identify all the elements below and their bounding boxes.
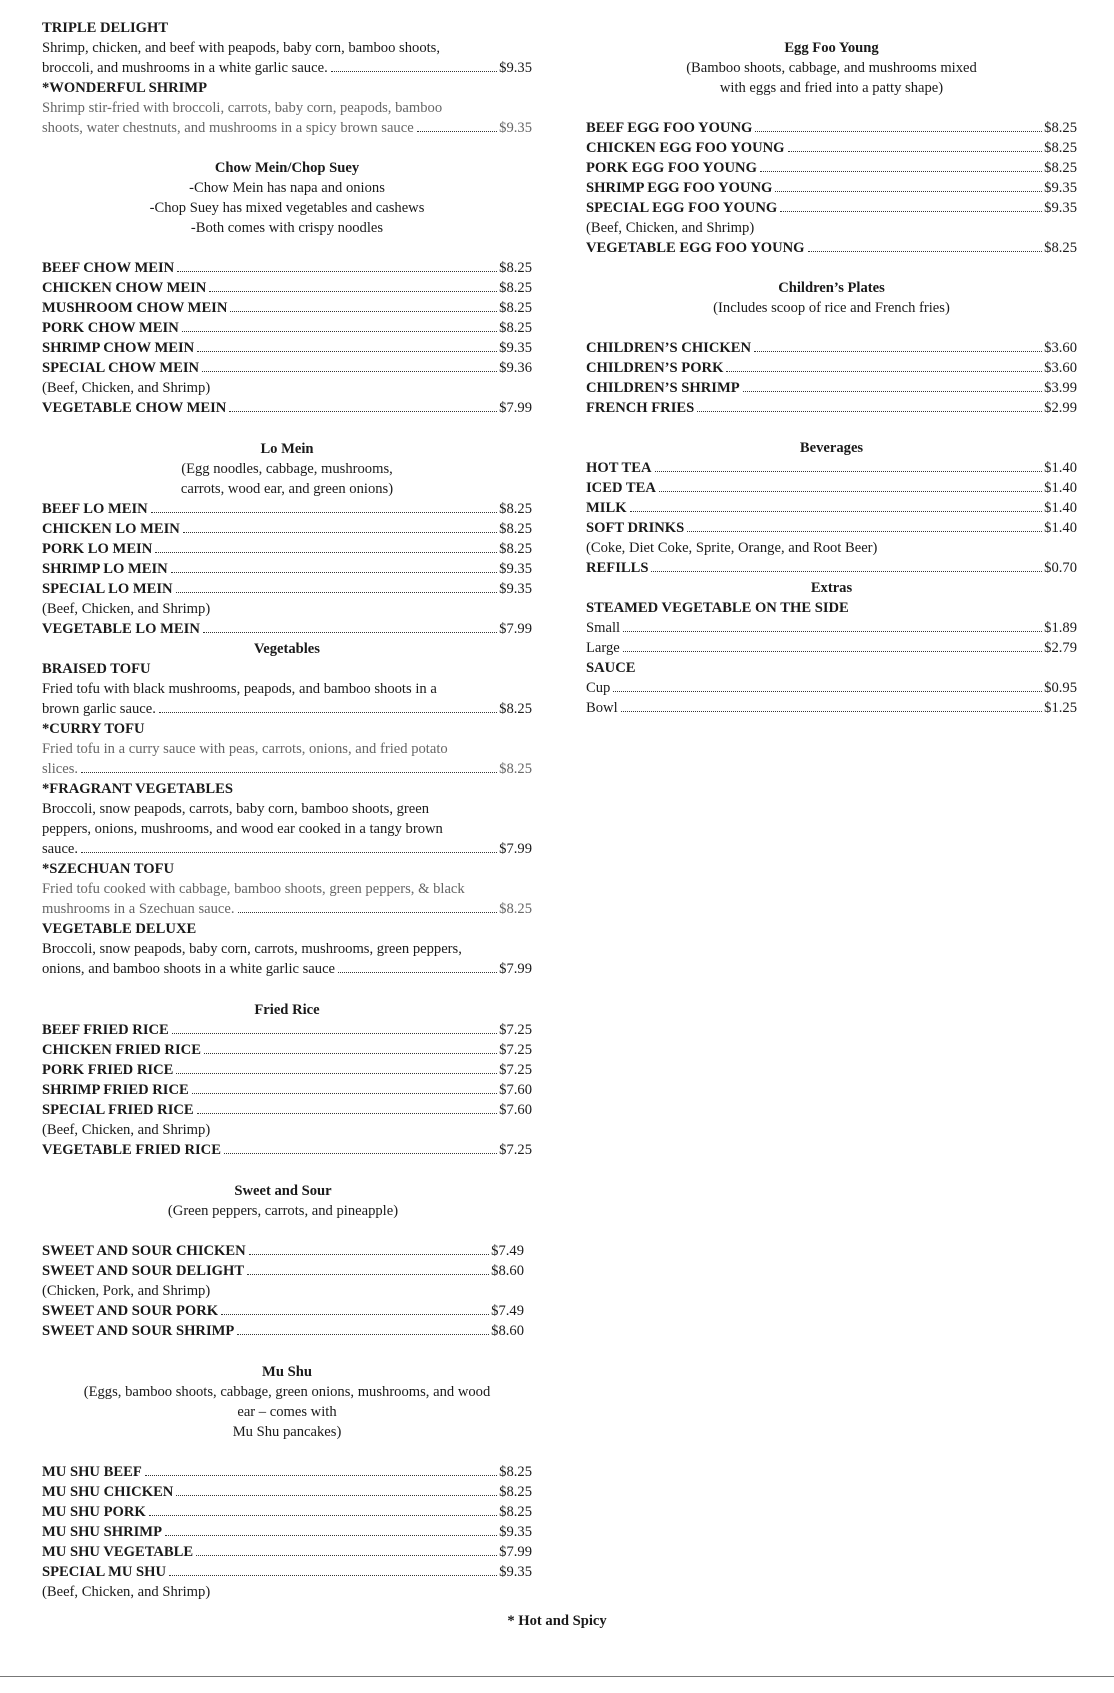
item-price: $9.35: [1044, 180, 1077, 196]
section-note: -Both comes with crispy noodles: [190, 220, 384, 236]
item-note: (Beef, Chicken, and Shrimp): [586, 220, 755, 236]
item-price: $8.25: [1044, 120, 1077, 136]
item-name: SWEET AND SOUR DELIGHT: [42, 1263, 245, 1279]
menu-item: [586, 138, 1077, 158]
dot-leader: [229, 411, 497, 412]
menu-item: [42, 1301, 524, 1321]
item-description: Broccoli, snow peapods, carrots, baby corn, bamboo shoots, green: [42, 801, 430, 817]
menu-item: [586, 618, 1077, 638]
item-description-price: [42, 699, 532, 719]
menu-item: [586, 558, 1077, 578]
vegetables-section: [42, 639, 532, 979]
dot-leader: [754, 351, 1042, 352]
menu-item: [42, 1100, 532, 1120]
menu-item: [42, 1040, 532, 1060]
item-price: $7.99: [499, 841, 532, 857]
item-description-price: [42, 959, 532, 979]
item-price: $8.25: [499, 701, 532, 717]
item-name: MU SHU SHRIMP: [42, 1524, 162, 1540]
item-price: $8.25: [499, 260, 532, 276]
chow-mein-list: [42, 258, 532, 418]
dot-leader: [151, 512, 497, 513]
dot-leader: [176, 1073, 497, 1074]
menu-item: [42, 1562, 532, 1582]
dot-leader: [149, 1515, 497, 1516]
dot-leader: [621, 711, 1043, 712]
item-name: SWEET AND SOUR PORK: [42, 1303, 219, 1319]
menu-item: [42, 318, 532, 338]
item-name: MU SHU CHICKEN: [42, 1484, 174, 1500]
section-title: Children’s Plates: [778, 280, 885, 296]
item-name: PORK LO MEIN: [42, 541, 153, 557]
item-description: Shrimp, chicken, and beef with peapods, baby corn, bamboo shoots,: [42, 40, 441, 56]
item-name: SHRIMP FRIED RICE: [42, 1082, 189, 1098]
wonderful-shrimp-item: [42, 78, 532, 138]
menu-item: [586, 458, 1077, 478]
menu-item: [42, 559, 532, 579]
item-description: shoots, water chestnuts, and mushrooms in a spicy brown sauce: [42, 120, 414, 136]
item-price: $1.40: [1044, 520, 1077, 536]
dot-leader: [202, 371, 497, 372]
chow-mein-section: [42, 158, 532, 238]
item-price: $8.25: [499, 1504, 532, 1520]
section-note: (Includes scoop of rice and French fries): [713, 300, 950, 316]
menu-item: [586, 238, 1077, 258]
item-name: VEGETABLE CHOW MEIN: [42, 400, 227, 416]
item-name: *CURRY TOFU: [42, 721, 145, 737]
item-name: CHICKEN FRIED RICE: [42, 1042, 201, 1058]
item-price: $9.35: [499, 1524, 532, 1540]
dot-leader: [230, 311, 497, 312]
dot-leader: [224, 1153, 497, 1154]
item-price: $7.49: [491, 1303, 524, 1319]
item-name: SPECIAL EGG FOO YOUNG: [586, 200, 778, 216]
beverages-section: [586, 438, 1077, 718]
section-note: ear – comes with: [237, 1404, 337, 1420]
item-price: $7.60: [499, 1102, 532, 1118]
section-title: Sweet and Sour: [234, 1183, 332, 1199]
section-title: Egg Foo Young: [784, 40, 879, 56]
dot-leader: [182, 331, 497, 332]
item-price: $1.40: [1044, 480, 1077, 496]
item-note: (Beef, Chicken, and Shrimp): [42, 1122, 211, 1138]
menu-item: [42, 358, 532, 378]
dot-leader: [726, 371, 1042, 372]
item-name: CHICKEN CHOW MEIN: [42, 280, 207, 296]
page-edge-divider: [0, 1676, 1114, 1677]
dot-leader: [613, 691, 1042, 692]
item-price: $2.99: [1044, 400, 1077, 416]
item-price: $7.99: [499, 1544, 532, 1560]
menu-item: [42, 539, 532, 559]
item-name: HOT TEA: [586, 460, 652, 476]
item-price: $9.35: [499, 340, 532, 356]
item-note: (Coke, Diet Coke, Sprite, Orange, and Root Beer): [586, 540, 878, 556]
item-name: BRAISED TOFU: [42, 661, 151, 677]
dot-leader: [155, 552, 497, 553]
item-description: slices.: [42, 761, 79, 777]
item-name: SPECIAL MU SHU: [42, 1564, 167, 1580]
item-price: $8.25: [1044, 240, 1077, 256]
item-name: SAUCE: [586, 660, 636, 676]
dot-leader: [249, 1254, 489, 1255]
dot-leader: [176, 1495, 497, 1496]
item-name: Large: [586, 640, 620, 656]
item-name: PORK EGG FOO YOUNG: [586, 160, 757, 176]
item-name: BEEF FRIED RICE: [42, 1022, 169, 1038]
dot-leader: [623, 631, 1042, 632]
sweet-sour-list: [42, 1241, 524, 1341]
item-description: Broccoli, snow peapods, baby corn, carrots, mushrooms, green peppers,: [42, 941, 462, 957]
section-note: (Green peppers, carrots, and pineapple): [167, 1203, 399, 1219]
item-name: PORK FRIED RICE: [42, 1062, 174, 1078]
item-price: $8.25: [499, 280, 532, 296]
dot-leader: [623, 651, 1042, 652]
menu-item: [586, 638, 1077, 658]
section-title: Mu Shu: [262, 1364, 312, 1380]
item-name: CHICKEN LO MEIN: [42, 521, 180, 537]
dot-leader: [331, 71, 497, 72]
menu-item: [586, 698, 1077, 718]
item-name: *SZECHUAN TOFU: [42, 861, 175, 877]
item-name: SHRIMP LO MEIN: [42, 561, 168, 577]
item-name: SPECIAL CHOW MEIN: [42, 360, 200, 376]
dot-leader: [81, 852, 497, 853]
hot-spicy-footnote: * Hot and Spicy: [507, 1613, 607, 1629]
item-name: CHICKEN EGG FOO YOUNG: [586, 140, 785, 156]
item-name: CHILDREN’S PORK: [586, 360, 724, 376]
item-note: (Beef, Chicken, and Shrimp): [42, 380, 211, 396]
menu-item: [42, 398, 532, 418]
item-name: VEGETABLE EGG FOO YOUNG: [586, 240, 805, 256]
item-price: $8.25: [499, 541, 532, 557]
item-name: PORK CHOW MEIN: [42, 320, 179, 336]
item-name: MU SHU PORK: [42, 1504, 146, 1520]
dot-leader: [197, 1113, 498, 1114]
menu-item: [42, 1502, 532, 1522]
item-price: $8.25: [499, 901, 532, 917]
item-price: $0.70: [1044, 560, 1077, 576]
item-name: SHRIMP CHOW MEIN: [42, 340, 195, 356]
item-description: Fried tofu cooked with cabbage, bamboo shoots, green peppers, & black: [42, 881, 465, 897]
menu-item: [42, 1140, 532, 1160]
item-price: $9.35: [499, 561, 532, 577]
item-description-price: [42, 899, 532, 919]
item-price: $7.99: [499, 400, 532, 416]
item-name: TRIPLE DELIGHT: [42, 20, 169, 36]
item-description: broccoli, and mushrooms in a white garlic sauce.: [42, 60, 328, 76]
dot-leader: [176, 592, 498, 593]
item-name: BEEF EGG FOO YOUNG: [586, 120, 753, 136]
item-name: VEGETABLE FRIED RICE: [42, 1142, 221, 1158]
item-name: VEGETABLE LO MEIN: [42, 621, 200, 637]
menu-item: [586, 678, 1077, 698]
item-name: MUSHROOM CHOW MEIN: [42, 300, 228, 316]
item-name: *WONDERFUL SHRIMP: [42, 80, 207, 96]
item-name: BEEF LO MEIN: [42, 501, 148, 517]
menu-item: [42, 1462, 532, 1482]
dot-leader: [238, 912, 498, 913]
lo-mein-section: [42, 439, 532, 639]
item-name: Bowl: [586, 700, 618, 716]
menu-item: [42, 1080, 532, 1100]
item-description-price: [42, 759, 532, 779]
item-name: VEGETABLE DELUXE: [42, 921, 197, 937]
section-note: (Eggs, bamboo shoots, cabbage, green onions, mushrooms, and wood: [83, 1384, 491, 1400]
item-price: $7.60: [499, 1082, 532, 1098]
menu-item: [42, 278, 532, 298]
item-price: $1.89: [1044, 620, 1077, 636]
item-name: Cup: [586, 680, 611, 696]
dot-leader: [655, 471, 1043, 472]
menu-item: [586, 498, 1077, 518]
menu-item: [42, 499, 532, 519]
menu-item: [42, 1542, 532, 1562]
dot-leader: [172, 1033, 497, 1034]
item-name: STEAMED VEGETABLE ON THE SIDE: [586, 600, 849, 616]
menu-item: [586, 378, 1077, 398]
dot-leader: [177, 271, 497, 272]
item-price: $8.25: [1044, 140, 1077, 156]
section-title: Chow Mein/Chop Suey: [214, 160, 360, 176]
dot-leader: [687, 531, 1042, 532]
section-note: -Chow Mein has napa and onions: [189, 180, 385, 196]
menu-item: [42, 1482, 532, 1502]
dot-leader: [183, 532, 497, 533]
section-title: Lo Mein: [260, 441, 314, 457]
dot-leader: [338, 972, 497, 973]
egg-foo-young-section: [586, 38, 1077, 98]
item-name: SPECIAL LO MEIN: [42, 581, 173, 597]
dot-leader: [81, 772, 497, 773]
item-name: BEEF CHOW MEIN: [42, 260, 175, 276]
menu-item: [42, 298, 532, 318]
dot-leader: [760, 171, 1042, 172]
item-name: MU SHU VEGETABLE: [42, 1544, 194, 1560]
dot-leader: [247, 1274, 489, 1275]
dot-leader: [651, 571, 1042, 572]
item-price: $9.35: [1044, 200, 1077, 216]
section-title: Extras: [810, 580, 853, 596]
item-name: SWEET AND SOUR CHICKEN: [42, 1243, 246, 1259]
dot-leader: [755, 131, 1042, 132]
menu-item: [42, 258, 532, 278]
menu-item: [42, 579, 532, 599]
dot-leader: [196, 1555, 497, 1556]
dot-leader: [788, 151, 1043, 152]
menu-item: [42, 1060, 532, 1080]
dot-leader: [417, 131, 497, 132]
item-name: REFILLS: [586, 560, 649, 576]
item-price: $8.25: [499, 300, 532, 316]
item-price: $1.25: [1044, 700, 1077, 716]
menu-item: [586, 178, 1077, 198]
menu-item: [586, 358, 1077, 378]
menu-item: [586, 198, 1077, 218]
dot-leader: [203, 632, 497, 633]
menu-item: [42, 619, 532, 639]
item-description-price: [42, 118, 532, 138]
item-price: $3.60: [1044, 360, 1077, 376]
item-price: $9.35: [499, 1564, 532, 1580]
section-title: Beverages: [799, 440, 864, 456]
item-note: (Beef, Chicken, and Shrimp): [42, 601, 211, 617]
item-price: $3.99: [1044, 380, 1077, 396]
sweet-sour-section: [42, 1181, 524, 1221]
item-description: mushrooms in a Szechuan sauce.: [42, 901, 235, 917]
fried-rice-section: [42, 1000, 532, 1160]
menu-item: [42, 519, 532, 539]
triple-delight-item: [42, 18, 532, 78]
item-price: $8.25: [499, 501, 532, 517]
item-price: $8.25: [499, 320, 532, 336]
item-price: $7.99: [499, 621, 532, 637]
menu-item: [42, 338, 532, 358]
item-price: $8.25: [1044, 160, 1077, 176]
egg-foo-young-list: [586, 118, 1077, 258]
menu-item: [42, 1241, 524, 1261]
dot-leader: [169, 1575, 497, 1576]
item-name: ICED TEA: [586, 480, 656, 496]
dot-leader: [209, 291, 497, 292]
section-title: Fried Rice: [254, 1002, 320, 1018]
menu-item: [42, 1522, 532, 1542]
dot-leader: [697, 411, 1042, 412]
item-description: sauce.: [42, 841, 79, 857]
item-price: $1.40: [1044, 500, 1077, 516]
item-description: onions, and bamboo shoots in a white garlic sauce: [42, 961, 336, 977]
item-price: $8.25: [499, 521, 532, 537]
section-note: (Egg noodles, cabbage, mushrooms,: [181, 461, 393, 477]
item-description: Fried tofu with black mushrooms, peapods, and bamboo shoots in a: [42, 681, 437, 697]
section-note: -Chop Suey has mixed vegetables and cashews: [149, 200, 425, 216]
item-price: $8.25: [499, 1484, 532, 1500]
dot-leader: [237, 1334, 489, 1335]
mu-shu-section: [42, 1362, 532, 1442]
item-price: $3.60: [1044, 340, 1077, 356]
item-price: $7.99: [499, 961, 532, 977]
item-price: $2.79: [1044, 640, 1077, 656]
dot-leader: [165, 1535, 497, 1536]
item-name: Small: [586, 620, 621, 636]
dot-leader: [808, 251, 1043, 252]
item-description: Shrimp stir-fried with broccoli, carrots, baby corn, peapods, bamboo: [42, 100, 443, 116]
dot-leader: [775, 191, 1042, 192]
menu-item: [586, 518, 1077, 538]
dot-leader: [630, 511, 1043, 512]
item-description: brown garlic sauce.: [42, 701, 156, 717]
dot-leader: [197, 351, 497, 352]
item-name: *FRAGRANT VEGETABLES: [42, 781, 233, 797]
childrens-plates-list: [586, 338, 1077, 418]
menu-item: [586, 478, 1077, 498]
item-price: $9.35: [499, 581, 532, 597]
section-note: Mu Shu pancakes): [232, 1424, 342, 1440]
section-note: with eggs and fried into a patty shape): [719, 80, 944, 96]
item-price: $8.60: [491, 1263, 524, 1279]
item-name: SHRIMP EGG FOO YOUNG: [586, 180, 773, 196]
item-description-price: [42, 839, 532, 859]
item-note: (Beef, Chicken, and Shrimp): [42, 1584, 211, 1600]
item-price: $9.35: [499, 120, 532, 136]
dot-leader: [192, 1093, 497, 1094]
item-name: CHILDREN’S SHRIMP: [586, 380, 740, 396]
dot-leader: [780, 211, 1042, 212]
dot-leader: [221, 1314, 489, 1315]
dot-leader: [659, 491, 1042, 492]
menu-item: [586, 338, 1077, 358]
dot-leader: [743, 391, 1043, 392]
menu-item: [586, 158, 1077, 178]
item-price: $9.36: [499, 360, 532, 376]
dot-leader: [171, 572, 497, 573]
menu-item: [586, 118, 1077, 138]
section-note: carrots, wood ear, and green onions): [180, 481, 394, 497]
item-description: peppers, onions, mushrooms, and wood ear cooked in a tangy brown: [42, 821, 443, 837]
item-price: $7.49: [491, 1243, 524, 1259]
item-name: FRENCH FRIES: [586, 400, 695, 416]
dot-leader: [145, 1475, 497, 1476]
menu-item: [586, 398, 1077, 418]
item-price: $8.60: [491, 1323, 524, 1339]
item-name: MU SHU BEEF: [42, 1464, 142, 1480]
mu-shu-list: [42, 1462, 532, 1602]
item-price: $8.25: [499, 1464, 532, 1480]
section-note: (Bamboo shoots, cabbage, and mushrooms mixed: [686, 60, 977, 76]
item-price: $9.35: [499, 60, 532, 76]
dot-leader: [204, 1053, 497, 1054]
item-price: $1.40: [1044, 460, 1077, 476]
item-price: $8.25: [499, 761, 532, 777]
item-note: (Chicken, Pork, and Shrimp): [42, 1283, 211, 1299]
item-price: $0.95: [1044, 680, 1077, 696]
dot-leader: [159, 712, 497, 713]
item-name: MILK: [586, 500, 627, 516]
item-name: SOFT DRINKS: [586, 520, 685, 536]
item-name: CHILDREN’S CHICKEN: [586, 340, 752, 356]
item-price: $7.25: [499, 1062, 532, 1078]
item-price: $7.25: [499, 1142, 532, 1158]
childrens-plates-section: [586, 278, 1077, 318]
menu-item: [42, 1020, 532, 1040]
menu-item: [42, 1321, 524, 1341]
item-description: Fried tofu in a curry sauce with peas, carrots, onions, and fried potato: [42, 741, 448, 757]
item-price: $7.25: [499, 1042, 532, 1058]
item-price: $7.25: [499, 1022, 532, 1038]
item-description-price: [42, 58, 532, 78]
menu-item: [42, 1261, 524, 1281]
section-title: Vegetables: [254, 641, 320, 657]
item-name: SWEET AND SOUR SHRIMP: [42, 1323, 235, 1339]
item-name: SPECIAL FRIED RICE: [42, 1102, 194, 1118]
